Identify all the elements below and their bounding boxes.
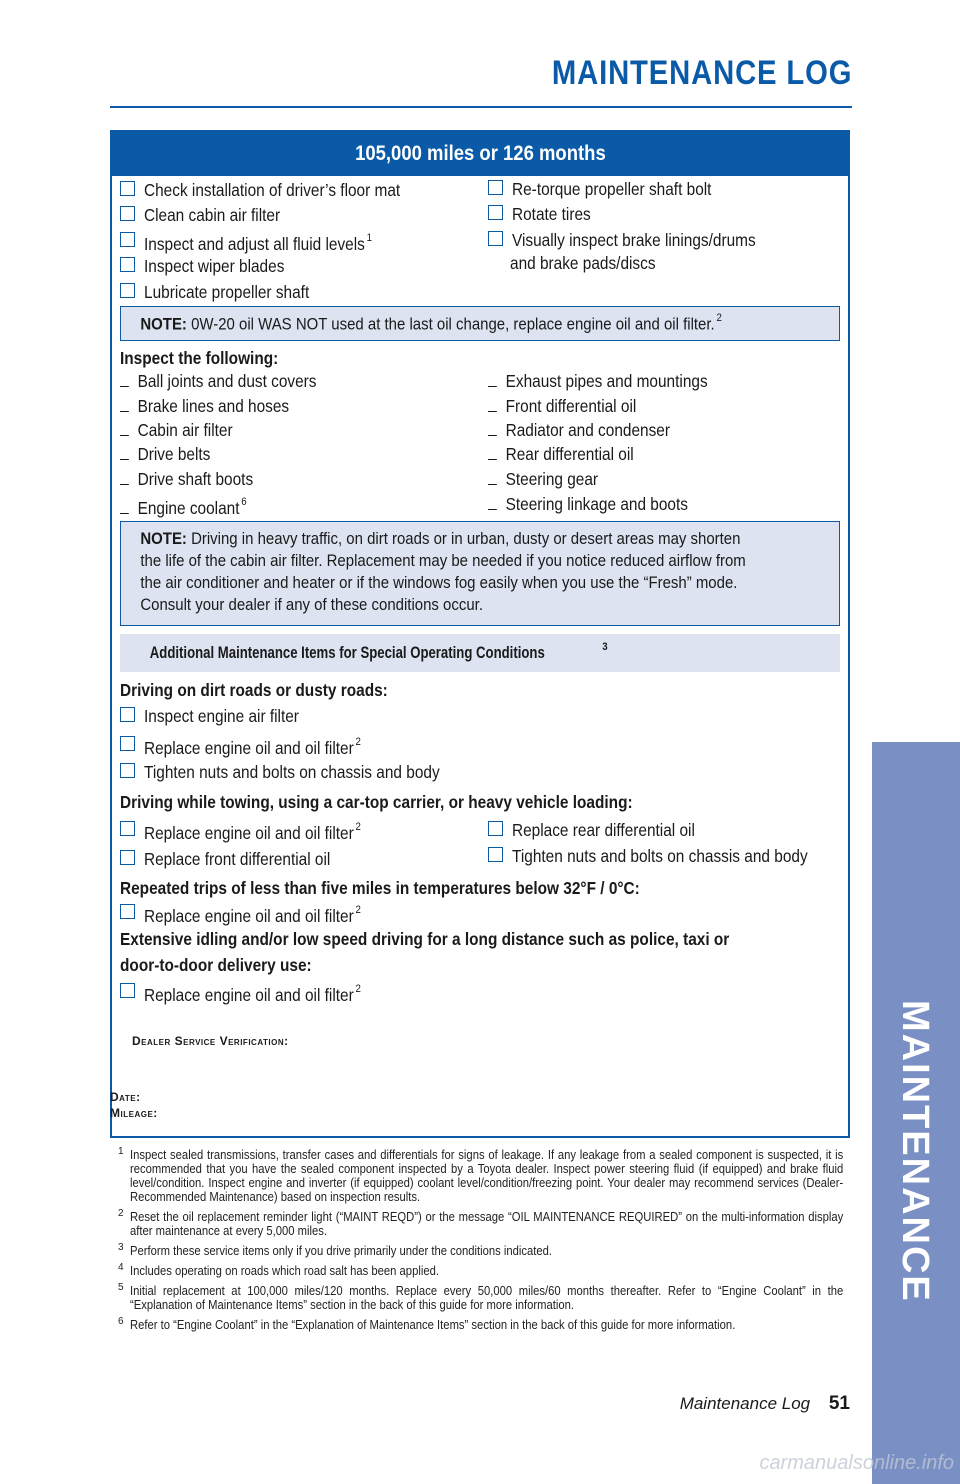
checklist-item[interactable]: Inspect engine air filter: [120, 704, 320, 728]
date-label: Date:: [110, 1090, 141, 1104]
footnote: 2 Reset the oil replacement reminder light (“MAINT REQD”) or the message “OIL MAINTENANCE REQUIRED” on the multi-information display after maintenance at every 5,000 miles.: [118, 1208, 844, 1238]
checkbox-icon[interactable]: [488, 231, 503, 246]
footnotes: [118, 1148, 844, 1338]
checkbox-icon[interactable]: [488, 847, 503, 862]
towing-heading: Driving while towing, using a car-top carrier, or heavy vehicle loading:: [120, 792, 633, 812]
footnote: 4 Includes operating on roads which road salt has been applied.: [118, 1262, 439, 1278]
checkbox-icon[interactable]: [120, 763, 135, 778]
checklist-item[interactable]: Inspect wiper blades: [120, 254, 304, 278]
interval-label: 105,000 miles or 126 months: [354, 142, 606, 165]
checkbox-icon[interactable]: [120, 821, 135, 836]
footnote: 3 Perform these service items only if you drive primarily under the conditions indicated.: [118, 1242, 553, 1258]
checkbox-icon[interactable]: [120, 983, 135, 998]
checklist-item[interactable]: Re-torque propeller shaft bolt: [488, 177, 739, 201]
inspect-item: Brake lines and hoses: [120, 394, 312, 418]
inspect-item: Front differential oil: [488, 394, 657, 418]
oil-note: NOTE: 0W-20 oil WAS NOT used at the last oil change, replace engine oil and oil filter. $^2$: [120, 306, 840, 341]
checklist-item[interactable]: Check installation of driver’s floor mat: [120, 178, 435, 202]
inspect-heading: Inspect the following:: [120, 348, 279, 368]
footer-section: Maintenance Log: [679, 1394, 811, 1413]
dirt-roads-heading: Driving on dirt roads or dusty roads:: [120, 680, 388, 700]
page-title: MAINTENANCE LOG: [551, 54, 852, 92]
checklist-item[interactable]: Tighten nuts and bolts on chassis and body: [120, 760, 480, 784]
checkbox-icon[interactable]: [488, 205, 503, 220]
idling-heading-line1: Extensive idling and/or low speed driving for a long distance such as police, taxi or: [120, 929, 730, 949]
checklist-item[interactable]: Replace engine oil and oil filter $^2$: [120, 979, 390, 1003]
cabin-filter-note: NOTE: Driving in heavy traffic, on dirt roads or in urban, dusty or desert areas may shorten the life of the cabin air filter. Replacement may be needed if you notice reduced airflow from the air conditioner and heater or if the windows fog easily when you use the “Fresh” mode. Consult your dealer if any of these conditions occur.: [120, 521, 840, 626]
checklist-item[interactable]: Replace engine oil and oil filter $^2$: [120, 817, 390, 841]
watermark: carmanualsonline.info: [759, 1452, 954, 1474]
checkbox-icon[interactable]: [120, 850, 135, 865]
inspect-item: Drive belts: [120, 442, 223, 466]
checklist-item[interactable]: Tighten nuts and bolts on chassis and body: [488, 844, 848, 868]
side-tab-label: MAINTENANCE: [894, 1000, 936, 1303]
short-trips-heading: Repeated trips of less than five miles in temperatures below 32°F / 0°C:: [120, 878, 640, 898]
interval-header: [112, 132, 848, 176]
checklist-item[interactable]: Inspect and adjust all fluid levels $^1$: [120, 228, 403, 252]
checkbox-icon[interactable]: [120, 206, 135, 221]
checklist-item[interactable]: Replace front differential oil: [120, 847, 356, 871]
checkbox-icon[interactable]: [120, 707, 135, 722]
checklist-item[interactable]: Replace engine oil and oil filter $^2$: [120, 900, 390, 924]
footnote: 6 Refer to “Engine Coolant” in the “Explanation of Maintenance Items” section in the back of this guide for more information.: [118, 1316, 736, 1332]
maintenance-log-box: [110, 130, 850, 1138]
checklist-item[interactable]: Replace rear differential oil: [488, 818, 720, 842]
checkbox-icon[interactable]: [488, 180, 503, 195]
dealer-verification-label: Dealer Service Verification:: [132, 1034, 289, 1048]
inspect-item: Drive shaft boots: [120, 467, 271, 491]
footnote: 5 Initial replacement at 100,000 miles/120 months. Replace every 50,000 miles/60 months thereafter. Refer to “Engine Coolant” in the “Explanation of Maintenance Items” section in the back of this guide for more information.: [118, 1282, 844, 1312]
additional-items-banner: Additional Maintenance Items for Special Operating Conditions $^3$: [120, 634, 840, 672]
checklist-item[interactable]: Lubricate propeller shaft: [120, 280, 332, 304]
inspect-item: Steering linkage and boots: [488, 492, 715, 516]
checklist-item[interactable]: Rotate tires: [488, 202, 601, 226]
inspect-item: Cabin air filter: [120, 418, 248, 442]
checkbox-icon[interactable]: [120, 257, 135, 272]
inspect-item: Radiator and condenser: [488, 418, 695, 442]
checkbox-icon[interactable]: [120, 232, 135, 247]
checkbox-icon[interactable]: [120, 904, 135, 919]
checklist-item[interactable]: Visually inspect brake linings/drums: [488, 228, 789, 252]
page-number: 51: [828, 1393, 850, 1414]
inspect-item: Engine coolant $^6$: [120, 492, 264, 516]
checklist-item-continuation: and brake pads/discs: [510, 253, 656, 273]
checklist-item[interactable]: Clean cabin air filter: [120, 203, 299, 227]
idling-heading-line2: door-to-door delivery use:: [120, 955, 312, 975]
page-footer: [680, 1393, 850, 1415]
mileage-label: Mileage:: [110, 1106, 158, 1120]
checkbox-icon[interactable]: [120, 283, 135, 298]
inspect-item: Steering gear: [488, 467, 613, 491]
title-divider: [110, 106, 852, 108]
checkbox-icon[interactable]: [488, 821, 503, 836]
inspect-item: Rear differential oil: [488, 442, 654, 466]
checklist-item[interactable]: Replace engine oil and oil filter $^2$: [120, 732, 390, 756]
checkbox-icon[interactable]: [120, 736, 135, 751]
footnote: 1 Inspect sealed transmissions, transfer cases and differentials for signs of leakage. If any leakage from a sealed component is suspected, it is recommended that you have the sealed component inspected by a Toyota dealer. Inspect power steering fluid (if equipped) and brake fluid level/condition. Inspect engine and inverter (if equipped) coolant level/condition/freezing point. Your dealer may recommend services (Dealer-Recommended Maintenance) based on inspection results.: [118, 1146, 844, 1204]
inspect-item: Ball joints and dust covers: [120, 369, 343, 393]
inspect-item: Exhaust pipes and mountings: [488, 369, 738, 393]
checkbox-icon[interactable]: [120, 181, 135, 196]
